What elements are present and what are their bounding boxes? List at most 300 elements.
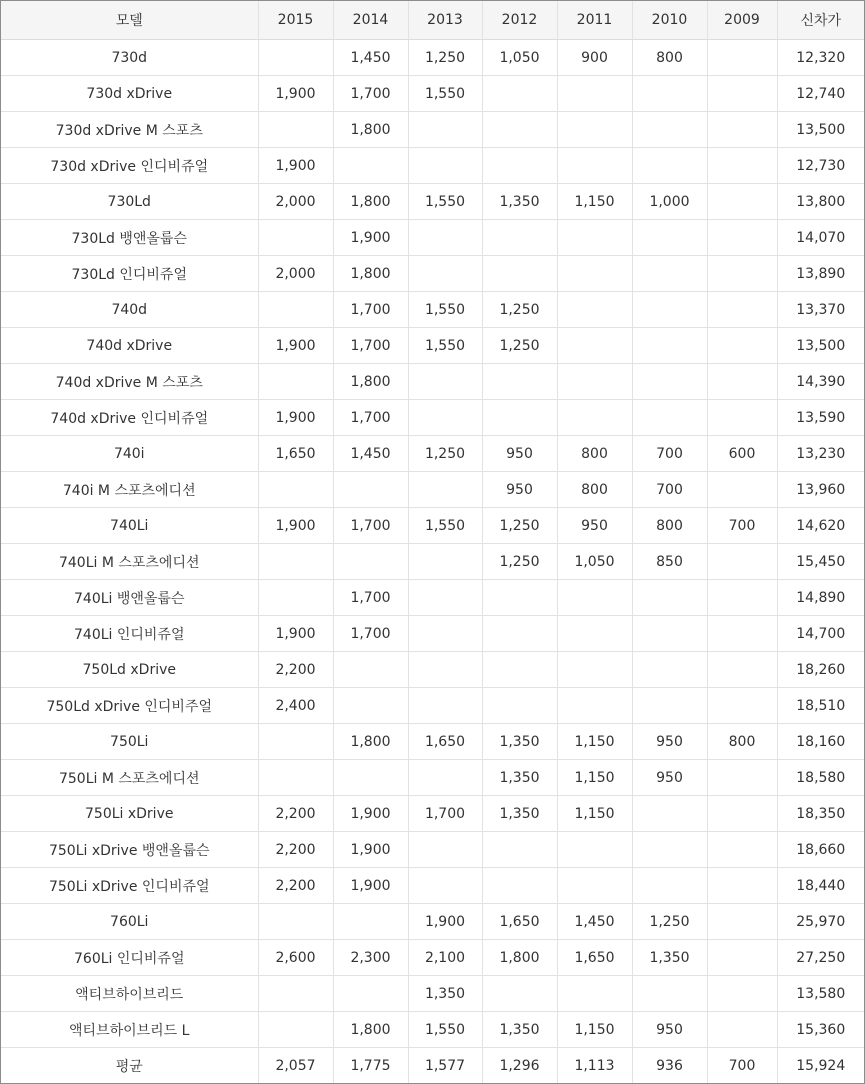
- price-2010-cell: [632, 868, 707, 904]
- price-2014-cell: 2,300: [333, 940, 408, 976]
- price-2012-cell: 950: [482, 472, 557, 508]
- model-cell: 740i M 스포츠에디션: [1, 472, 258, 508]
- price-2014-cell: 1,450: [333, 40, 408, 76]
- model-cell: 750Li: [1, 724, 258, 760]
- price-2009-cell: [707, 76, 777, 112]
- price-2009-cell: [707, 580, 777, 616]
- table-row: [1, 796, 864, 832]
- price-2011-cell: [557, 292, 632, 328]
- price-table: [1, 1, 864, 1083]
- price-2013-cell: [408, 580, 482, 616]
- table-row: [1, 220, 864, 256]
- model-cell: 평균: [1, 1048, 258, 1084]
- model-cell: 740d xDrive M 스포츠: [1, 364, 258, 400]
- price-2011-cell: [557, 832, 632, 868]
- table-row: [1, 832, 864, 868]
- new-car-price-cell: 14,620: [777, 508, 864, 544]
- price-2015-cell: [258, 472, 333, 508]
- price-2012-cell: 1,350: [482, 184, 557, 220]
- price-2011-cell: [557, 652, 632, 688]
- price-2013-cell: [408, 364, 482, 400]
- header-2012: 2012: [482, 1, 557, 40]
- price-2011-cell: [557, 220, 632, 256]
- price-2009-cell: [707, 904, 777, 940]
- price-2009-cell: [707, 688, 777, 724]
- price-2010-cell: [632, 112, 707, 148]
- price-2013-cell: 2,100: [408, 940, 482, 976]
- model-cell: 730Ld: [1, 184, 258, 220]
- price-2014-cell: 1,700: [333, 580, 408, 616]
- price-2009-cell: [707, 616, 777, 652]
- model-cell: 740d: [1, 292, 258, 328]
- price-2014-cell: 1,800: [333, 1012, 408, 1048]
- price-2011-cell: [557, 148, 632, 184]
- price-2013-cell: [408, 760, 482, 796]
- price-2009-cell: [707, 220, 777, 256]
- price-2015-cell: 1,900: [258, 616, 333, 652]
- price-2012-cell: 1,350: [482, 1012, 557, 1048]
- price-2010-cell: 850: [632, 544, 707, 580]
- table-row: [1, 292, 864, 328]
- price-2015-cell: [258, 40, 333, 76]
- price-2015-cell: [258, 1012, 333, 1048]
- price-2009-cell: [707, 148, 777, 184]
- table-row: [1, 544, 864, 580]
- new-car-price-cell: 18,160: [777, 724, 864, 760]
- new-car-price-cell: 13,500: [777, 328, 864, 364]
- table-row: [1, 76, 864, 112]
- price-2013-cell: 1,550: [408, 508, 482, 544]
- price-2009-cell: 700: [707, 508, 777, 544]
- price-2009-cell: [707, 832, 777, 868]
- new-car-price-cell: 18,350: [777, 796, 864, 832]
- price-2011-cell: [557, 400, 632, 436]
- price-2014-cell: 1,800: [333, 256, 408, 292]
- price-2013-cell: [408, 400, 482, 436]
- price-2012-cell: 1,350: [482, 760, 557, 796]
- price-2009-cell: [707, 472, 777, 508]
- table-row: [1, 40, 864, 76]
- price-2013-cell: [408, 256, 482, 292]
- header-2010: 2010: [632, 1, 707, 40]
- new-car-price-cell: 13,890: [777, 256, 864, 292]
- price-2014-cell: [333, 472, 408, 508]
- price-2010-cell: [632, 976, 707, 1012]
- price-2010-cell: 1,000: [632, 184, 707, 220]
- new-car-price-cell: 13,960: [777, 472, 864, 508]
- price-2012-cell: [482, 400, 557, 436]
- new-car-price-cell: 14,890: [777, 580, 864, 616]
- price-2014-cell: 1,450: [333, 436, 408, 472]
- model-cell: 740i: [1, 436, 258, 472]
- new-car-price-cell: 13,230: [777, 436, 864, 472]
- price-2011-cell: 1,150: [557, 760, 632, 796]
- header-2009: 2009: [707, 1, 777, 40]
- price-2015-cell: 2,000: [258, 184, 333, 220]
- header-2013: 2013: [408, 1, 482, 40]
- new-car-price-cell: 13,580: [777, 976, 864, 1012]
- table-row: [1, 328, 864, 364]
- model-cell: 740d xDrive 인디비쥬얼: [1, 400, 258, 436]
- header-row: [1, 1, 864, 40]
- table-header: [1, 1, 864, 40]
- price-2014-cell: 1,900: [333, 220, 408, 256]
- model-cell: 740Li 인디비쥬얼: [1, 616, 258, 652]
- new-car-price-cell: 14,700: [777, 616, 864, 652]
- table-row: [1, 688, 864, 724]
- price-2015-cell: [258, 580, 333, 616]
- price-2014-cell: 1,800: [333, 724, 408, 760]
- price-2014-cell: 1,700: [333, 292, 408, 328]
- price-2009-cell: [707, 112, 777, 148]
- table-row: [1, 256, 864, 292]
- price-2012-cell: 1,296: [482, 1048, 557, 1084]
- price-2015-cell: [258, 724, 333, 760]
- price-2015-cell: [258, 220, 333, 256]
- price-2012-cell: 950: [482, 436, 557, 472]
- price-2014-cell: 1,700: [333, 328, 408, 364]
- price-2011-cell: 1,150: [557, 724, 632, 760]
- price-2011-cell: [557, 112, 632, 148]
- table-row: [1, 148, 864, 184]
- price-2010-cell: 700: [632, 472, 707, 508]
- price-2010-cell: [632, 616, 707, 652]
- new-car-price-cell: 12,730: [777, 148, 864, 184]
- price-2009-cell: [707, 544, 777, 580]
- price-2011-cell: [557, 256, 632, 292]
- price-2012-cell: [482, 832, 557, 868]
- price-2014-cell: 1,800: [333, 364, 408, 400]
- price-2013-cell: [408, 112, 482, 148]
- price-2013-cell: 1,550: [408, 1012, 482, 1048]
- price-2009-cell: [707, 292, 777, 328]
- price-2012-cell: 1,250: [482, 544, 557, 580]
- price-2011-cell: 1,150: [557, 1012, 632, 1048]
- price-2014-cell: [333, 760, 408, 796]
- price-2011-cell: [557, 76, 632, 112]
- price-2013-cell: 1,577: [408, 1048, 482, 1084]
- price-2013-cell: [408, 616, 482, 652]
- price-2015-cell: 2,400: [258, 688, 333, 724]
- new-car-price-cell: 12,320: [777, 40, 864, 76]
- model-cell: 750Ld xDrive 인디비주얼: [1, 688, 258, 724]
- price-2012-cell: 1,650: [482, 904, 557, 940]
- price-2015-cell: [258, 364, 333, 400]
- price-2009-cell: 700: [707, 1048, 777, 1084]
- new-car-price-cell: 18,510: [777, 688, 864, 724]
- price-2011-cell: [557, 616, 632, 652]
- new-car-price-cell: 13,590: [777, 400, 864, 436]
- price-2014-cell: 1,800: [333, 112, 408, 148]
- table-row: [1, 508, 864, 544]
- table-row: [1, 976, 864, 1012]
- price-2011-cell: [557, 868, 632, 904]
- price-2014-cell: [333, 652, 408, 688]
- price-2012-cell: 1,250: [482, 292, 557, 328]
- price-2009-cell: [707, 796, 777, 832]
- table-row: [1, 472, 864, 508]
- model-cell: 750Li M 스포츠에디션: [1, 760, 258, 796]
- table-row: [1, 1012, 864, 1048]
- price-2011-cell: 900: [557, 40, 632, 76]
- price-2010-cell: 800: [632, 40, 707, 76]
- price-2010-cell: 800: [632, 508, 707, 544]
- table-row: [1, 760, 864, 796]
- price-2013-cell: 1,700: [408, 796, 482, 832]
- price-2011-cell: [557, 688, 632, 724]
- model-cell: 730d: [1, 40, 258, 76]
- model-cell: 730d xDrive M 스포츠: [1, 112, 258, 148]
- price-2012-cell: [482, 148, 557, 184]
- price-2010-cell: [632, 652, 707, 688]
- price-2012-cell: [482, 580, 557, 616]
- price-2014-cell: [333, 148, 408, 184]
- price-2015-cell: 1,650: [258, 436, 333, 472]
- price-2013-cell: 1,900: [408, 904, 482, 940]
- price-2012-cell: [482, 76, 557, 112]
- price-2012-cell: 1,050: [482, 40, 557, 76]
- price-2015-cell: 2,200: [258, 868, 333, 904]
- new-car-price-cell: 14,070: [777, 220, 864, 256]
- model-cell: 740Li M 스포츠에디션: [1, 544, 258, 580]
- price-2012-cell: [482, 976, 557, 1012]
- price-2009-cell: [707, 652, 777, 688]
- price-2009-cell: [707, 184, 777, 220]
- model-cell: 730d xDrive 인디비쥬얼: [1, 148, 258, 184]
- price-2011-cell: [557, 364, 632, 400]
- new-car-price-cell: 15,924: [796, 1057, 846, 1074]
- model-cell: 750Li xDrive 인디비쥬얼: [1, 868, 258, 904]
- price-2014-cell: [333, 904, 408, 940]
- price-2010-cell: [632, 688, 707, 724]
- new-car-price-cell: 15,450: [777, 544, 864, 580]
- price-2012-cell: [482, 364, 557, 400]
- price-2014-cell: 1,700: [333, 616, 408, 652]
- table-row: [1, 400, 864, 436]
- price-2012-cell: 1,800: [482, 940, 557, 976]
- table-row: [1, 652, 864, 688]
- price-2014-cell: 1,700: [333, 76, 408, 112]
- price-2010-cell: [632, 364, 707, 400]
- price-2013-cell: 1,550: [408, 76, 482, 112]
- price-2010-cell: [632, 796, 707, 832]
- price-2014-cell: 1,900: [333, 796, 408, 832]
- price-2013-cell: [408, 472, 482, 508]
- price-2015-cell: 2,600: [258, 940, 333, 976]
- price-2015-cell: [258, 904, 333, 940]
- table-row: [1, 112, 864, 148]
- new-car-price-cell: 15,360: [777, 1012, 864, 1048]
- table-row: [1, 616, 864, 652]
- price-2011-cell: 1,650: [557, 940, 632, 976]
- new-car-price-cell: 14,390: [777, 364, 864, 400]
- header-2014: 2014: [333, 1, 408, 40]
- price-2013-cell: 1,550: [408, 184, 482, 220]
- model-cell: 760Li 인디비쥬얼: [1, 940, 258, 976]
- model-cell: 730Ld 인디비쥬얼: [1, 256, 258, 292]
- price-2014-cell: [333, 688, 408, 724]
- price-2015-cell: 2,200: [258, 796, 333, 832]
- new-car-price-cell: 13,370: [777, 292, 864, 328]
- price-2013-cell: 1,550: [408, 328, 482, 364]
- price-2009-cell: [707, 976, 777, 1012]
- new-car-price-cell: 13,500: [777, 112, 864, 148]
- price-2013-cell: [408, 868, 482, 904]
- price-2014-cell: [333, 544, 408, 580]
- price-2009-cell: [707, 364, 777, 400]
- price-2011-cell: [557, 976, 632, 1012]
- price-2015-cell: [258, 292, 333, 328]
- price-2010-cell: [632, 220, 707, 256]
- price-2015-cell: [258, 760, 333, 796]
- price-2009-cell: [707, 940, 777, 976]
- price-2009-cell: [707, 40, 777, 76]
- price-2011-cell: 1,150: [557, 796, 632, 832]
- price-2015-cell: [258, 112, 333, 148]
- price-2013-cell: [408, 688, 482, 724]
- model-cell: 750Li xDrive 뱅앤올룹슨: [1, 832, 258, 868]
- price-2011-cell: 1,113: [557, 1048, 632, 1084]
- price-2010-cell: [632, 400, 707, 436]
- price-2014-cell: [333, 976, 408, 1012]
- price-2010-cell: [632, 328, 707, 364]
- new-car-price-cell: 18,580: [777, 760, 864, 796]
- new-car-price-cell: 12,740: [777, 76, 864, 112]
- new-car-price-cell: 25,970: [777, 904, 864, 940]
- model-cell: 액티브하이브리드: [1, 976, 258, 1012]
- price-2015-cell: 1,900: [258, 76, 333, 112]
- price-2015-cell: [258, 976, 333, 1012]
- price-2011-cell: 1,150: [557, 184, 632, 220]
- price-2012-cell: [482, 616, 557, 652]
- table-row: [1, 868, 864, 904]
- table-row: [1, 580, 864, 616]
- price-2012-cell: [482, 652, 557, 688]
- price-2015-cell: 2,200: [258, 832, 333, 868]
- price-2013-cell: [408, 148, 482, 184]
- price-2014-cell: 1,900: [333, 832, 408, 868]
- model-cell: 액티브하이브리드 L: [1, 1012, 258, 1048]
- price-2013-cell: 1,650: [408, 724, 482, 760]
- price-2015-cell: 1,900: [258, 148, 333, 184]
- price-2009-cell: [707, 1012, 777, 1048]
- header-new-car-price: 신차가: [777, 1, 864, 40]
- price-2013-cell: [408, 544, 482, 580]
- new-car-price-cell: 18,440: [777, 868, 864, 904]
- price-2015-cell: 1,900: [258, 328, 333, 364]
- price-2009-cell: [707, 256, 777, 292]
- price-2011-cell: 950: [557, 508, 632, 544]
- average-row: [1, 1048, 864, 1084]
- price-2009-cell: [707, 328, 777, 364]
- price-2013-cell: 1,550: [408, 292, 482, 328]
- price-2010-cell: 950: [632, 724, 707, 760]
- price-2011-cell: 1,450: [557, 904, 632, 940]
- table-row: [1, 184, 864, 220]
- model-cell: 750Li xDrive: [1, 796, 258, 832]
- price-2011-cell: 800: [557, 436, 632, 472]
- price-2010-cell: [632, 148, 707, 184]
- model-cell: 740Li 뱅앤올룹슨: [1, 580, 258, 616]
- model-cell: 750Ld xDrive: [1, 652, 258, 688]
- model-cell: 730d xDrive: [1, 76, 258, 112]
- price-2015-cell: 2,200: [258, 652, 333, 688]
- price-2012-cell: [482, 112, 557, 148]
- price-2009-cell: [707, 868, 777, 904]
- price-2015-cell: 2,000: [258, 256, 333, 292]
- price-2010-cell: 950: [632, 1012, 707, 1048]
- price-2013-cell: [408, 220, 482, 256]
- header-2015: 2015: [258, 1, 333, 40]
- price-2015-cell: 1,900: [258, 508, 333, 544]
- price-2014-cell: 1,900: [333, 868, 408, 904]
- new-car-price-cell: 18,260: [777, 652, 864, 688]
- price-2009-cell: [707, 400, 777, 436]
- price-2010-cell: [632, 580, 707, 616]
- price-2014-cell: 1,775: [333, 1048, 408, 1084]
- price-2012-cell: [482, 688, 557, 724]
- price-2015-cell: 1,900: [258, 400, 333, 436]
- price-2009-cell: 600: [707, 436, 777, 472]
- table-body: [1, 40, 864, 1084]
- price-2014-cell: 1,700: [333, 508, 408, 544]
- price-2011-cell: 1,050: [557, 544, 632, 580]
- price-2012-cell: 1,250: [482, 328, 557, 364]
- price-2010-cell: [632, 256, 707, 292]
- table-row: [1, 436, 864, 472]
- price-2014-cell: 1,700: [333, 400, 408, 436]
- price-2010-cell: 1,350: [632, 940, 707, 976]
- price-2013-cell: [408, 832, 482, 868]
- price-2010-cell: 950: [632, 760, 707, 796]
- model-cell: 730Ld 뱅앤올룹슨: [1, 220, 258, 256]
- price-2012-cell: [482, 220, 557, 256]
- price-2013-cell: 1,250: [408, 40, 482, 76]
- table-row: [1, 904, 864, 940]
- price-2009-cell: 800: [707, 724, 777, 760]
- price-2009-cell: [707, 760, 777, 796]
- price-2011-cell: [557, 328, 632, 364]
- price-2010-cell: 700: [632, 436, 707, 472]
- price-2015-cell: [258, 544, 333, 580]
- price-2010-cell: [632, 292, 707, 328]
- price-2012-cell: [482, 256, 557, 292]
- header-2011: 2011: [557, 1, 632, 40]
- price-2013-cell: 1,250: [408, 436, 482, 472]
- table-row: [1, 724, 864, 760]
- price-2013-cell: [408, 652, 482, 688]
- price-2012-cell: 1,350: [482, 796, 557, 832]
- new-car-price-cell: 27,250: [777, 940, 864, 976]
- price-2015-cell: 2,057: [258, 1048, 333, 1084]
- price-2011-cell: 800: [557, 472, 632, 508]
- price-2010-cell: [632, 832, 707, 868]
- price-2012-cell: [482, 868, 557, 904]
- price-2013-cell: 1,350: [408, 976, 482, 1012]
- model-cell: 740Li: [1, 508, 258, 544]
- price-2011-cell: [557, 580, 632, 616]
- table-row: [1, 940, 864, 976]
- new-car-price-cell: 13,800: [777, 184, 864, 220]
- price-2010-cell: 1,250: [632, 904, 707, 940]
- model-cell: 760Li: [1, 904, 258, 940]
- model-cell: 740d xDrive: [1, 328, 258, 364]
- price-2010-cell: 936: [632, 1048, 707, 1084]
- price-2010-cell: [632, 76, 707, 112]
- price-2012-cell: 1,350: [482, 724, 557, 760]
- price-2012-cell: 1,250: [482, 508, 557, 544]
- price-2014-cell: 1,800: [333, 184, 408, 220]
